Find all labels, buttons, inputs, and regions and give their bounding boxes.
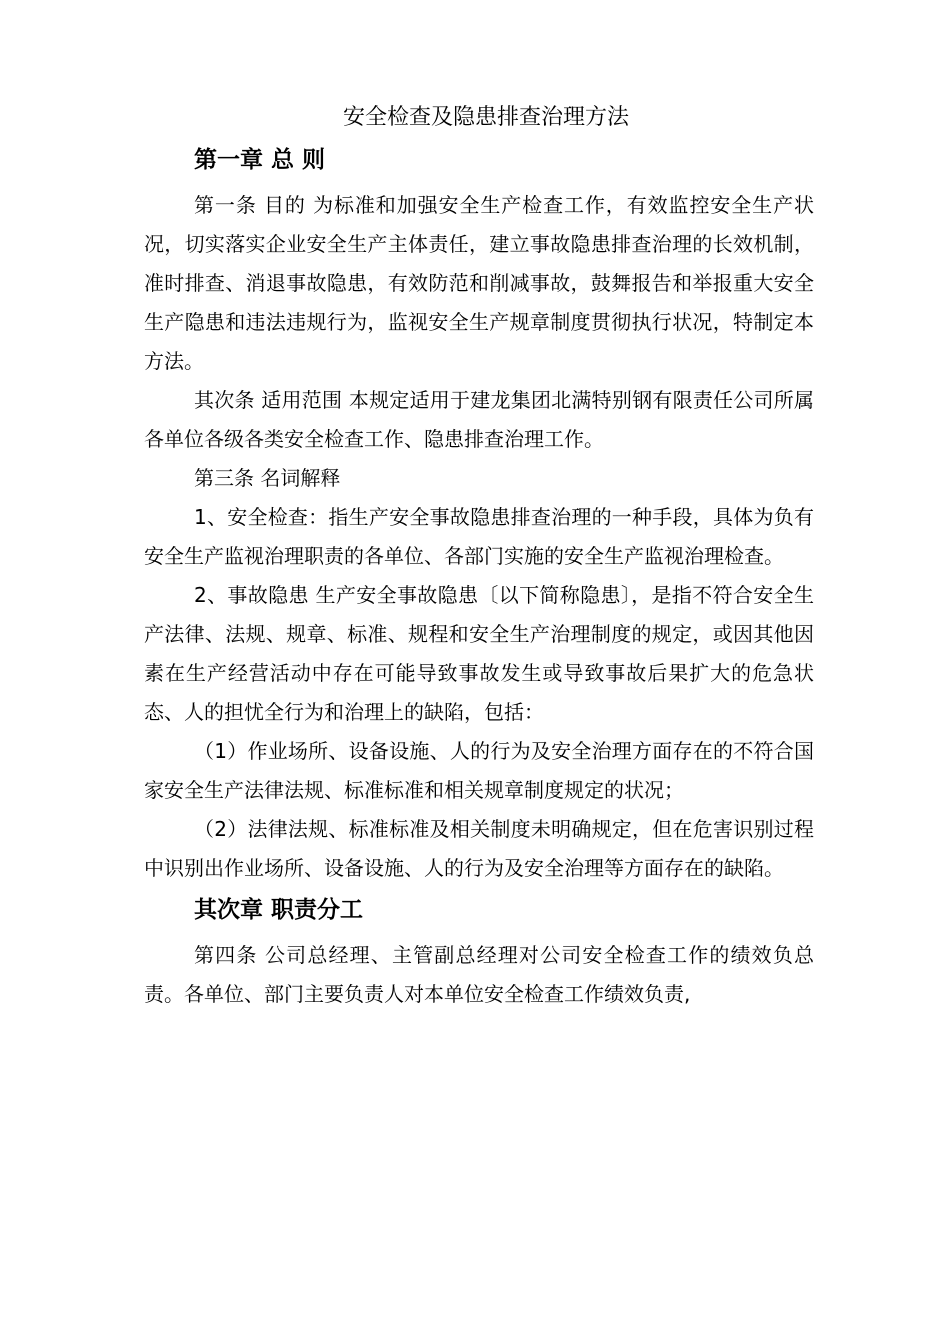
- article-2: 其次条 适用范围 本规定适用于建龙集团北满特别钢有限责任公司所属各单位各级各类安全检查工作、隐患排查治理工作。: [144, 388, 814, 451]
- document-title: 安全检查及隐患排查治理方法: [342, 105, 629, 130]
- document-body: [144, 98, 814, 1014]
- article-4: 第四条 公司总经理、主管副总经理对公司安全检查工作的绩效负总责。各单位、部门主要负责人对本单位安全检查工作绩效负责,: [144, 943, 814, 1006]
- chapter-2-heading: 其次章 职责分工: [194, 897, 364, 923]
- list-item-1: （1）作业场所、设备设施、人的行为及安全治理方面存在的不符合国家安全生产法律法规、标准标准和相关规章制度规定的状况；: [144, 739, 814, 802]
- definition-2: 2、事故隐患 生产安全事故隐患〔以下简称隐患〕，是指不符合安全生产法律、法规、规章、标准、规程和安全生产治理制度的规定，或因其他因素在生产经营活动中存在可能导致事故发生或导致事故后果扩大的危急状态、人的担忧全行为和治理上的缺陷，包括：: [144, 583, 814, 724]
- chapter-1-heading: 第一章 总 则: [194, 147, 326, 173]
- definition-1: 1、安全检查：指生产安全事故隐患排查治理的一种手段，具体为负有安全生产监视治理职责的各单位、各部门实施的安全生产监视治理检查。: [144, 505, 814, 568]
- article-1: 第一条 目的 为标准和加强安全生产检查工作，有效监控安全生产状况，切实落实企业安全生产主体责任，建立事故隐患排查治理的长效机制，准时排查、消退事故隐患，有效防范和削减事故，鼓舞报告和举报重大安全生产隐患和违法违规行为，监视安全生产规章制度贯彻执行状况，特制定本方法。: [144, 193, 814, 373]
- article-3: 第三条 名词解释: [194, 466, 341, 490]
- list-item-2: （2）法律法规、标准标准及相关制度未明确规定，但在危害识别过程中识别出作业场所、设备设施、人的行为及安全治理等方面存在的缺陷。: [144, 817, 814, 880]
